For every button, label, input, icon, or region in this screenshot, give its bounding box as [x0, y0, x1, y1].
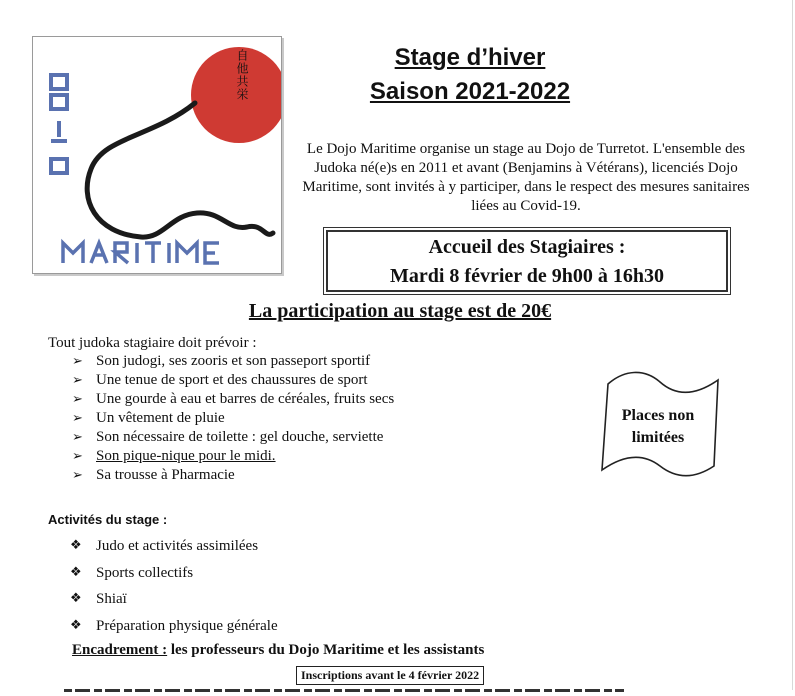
list-item	[72, 390, 394, 409]
dojo-maritime-logo	[32, 36, 282, 274]
cropped-contact-line	[64, 684, 624, 696]
list-item	[70, 533, 278, 560]
list-item-text: Son pique-nique pour le midi.	[96, 448, 276, 464]
activites-list	[70, 533, 278, 639]
list-item	[72, 352, 394, 371]
prevoir-intro: Tout judoka stagiaire doit prévoir :	[48, 335, 257, 351]
diamond-bullet-icon: ❖	[70, 538, 82, 553]
brush-stroke-thin	[88, 169, 113, 229]
diamond-bullet-icon: ❖	[70, 591, 82, 606]
list-item	[72, 428, 394, 447]
activites-heading: Activités du stage :	[48, 512, 168, 527]
sun-characters: 自他共栄	[235, 49, 249, 101]
arrow-bullet-icon: ➢	[72, 468, 83, 483]
accueil-line-2: Mardi 8 février de 9h00 à 16h30	[389, 265, 665, 287]
arrow-bullet-icon: ➢	[72, 354, 83, 369]
diamond-bullet-icon: ❖	[70, 564, 82, 580]
list-item	[72, 371, 394, 390]
arrow-bullet-icon: ➢	[72, 392, 83, 407]
list-item-text: Une tenue de sport et des chaussures de sport	[96, 372, 368, 388]
places-line-1: Places non	[621, 407, 695, 424]
logo-bottom-letters	[63, 243, 219, 263]
list-item	[72, 447, 394, 466]
places-line-2: limitées	[631, 429, 685, 446]
prevoir-list	[72, 352, 394, 485]
title-line-1: Stage d’hiver	[394, 44, 546, 71]
arrow-bullet-icon: ➢	[72, 449, 83, 464]
list-item	[70, 586, 278, 613]
accueil-line-1: Accueil des Stagiaires :	[428, 236, 626, 258]
list-item	[72, 409, 394, 428]
intro-paragraph: Le Dojo Maritime organise un stage au Dojo de Turretot. L'ensemble des Judoka né(e)s en 2011 et avant (Benjamins à Vétérans), licenciés Dojo Maritime, sont invités à y participer, dans le respect des mesures sanitaires liées au Covid-19.	[302, 141, 750, 214]
list-item-text: Sports collectifs	[96, 564, 194, 581]
arrow-bullet-icon: ➢	[72, 430, 83, 445]
places-text	[602, 405, 714, 449]
encadrement-line	[72, 642, 484, 659]
page-edge	[792, 0, 793, 690]
accueil-box	[326, 230, 728, 292]
encadrement-label: Encadrement :	[72, 642, 168, 658]
list-item-text: Sa trousse à Pharmacie	[96, 467, 235, 483]
logo-vertical-letters	[51, 75, 67, 173]
diamond-bullet-icon: ❖	[70, 617, 82, 633]
encadrement-text: les professeurs du Dojo Maritime et les assistants	[167, 642, 485, 658]
list-item-text: Préparation physique générale	[96, 617, 278, 634]
list-item-text: Judo et activités assimilées	[96, 538, 259, 554]
arrow-bullet-icon: ➢	[72, 373, 83, 388]
list-item-text: Son nécessaire de toilette : gel douche, serviette	[96, 429, 384, 445]
title-line-2: Saison 2021-2022	[369, 78, 571, 105]
list-item-text: Shiaï	[96, 591, 127, 607]
list-item-text: Son judogi, ses zooris et son passeport sportif	[96, 353, 371, 369]
inscriptions-box: Inscriptions avant le 4 février 2022	[296, 666, 484, 685]
list-item	[70, 560, 278, 587]
list-item	[70, 613, 278, 640]
list-item	[72, 466, 394, 485]
list-item-text: Un vêtement de pluie	[96, 410, 225, 426]
arrow-bullet-icon: ➢	[72, 411, 83, 426]
participation-heading: La participation au stage est de 20€	[248, 300, 552, 322]
list-item-text: Une gourde à eau et barres de céréales, fruits secs	[96, 391, 395, 407]
